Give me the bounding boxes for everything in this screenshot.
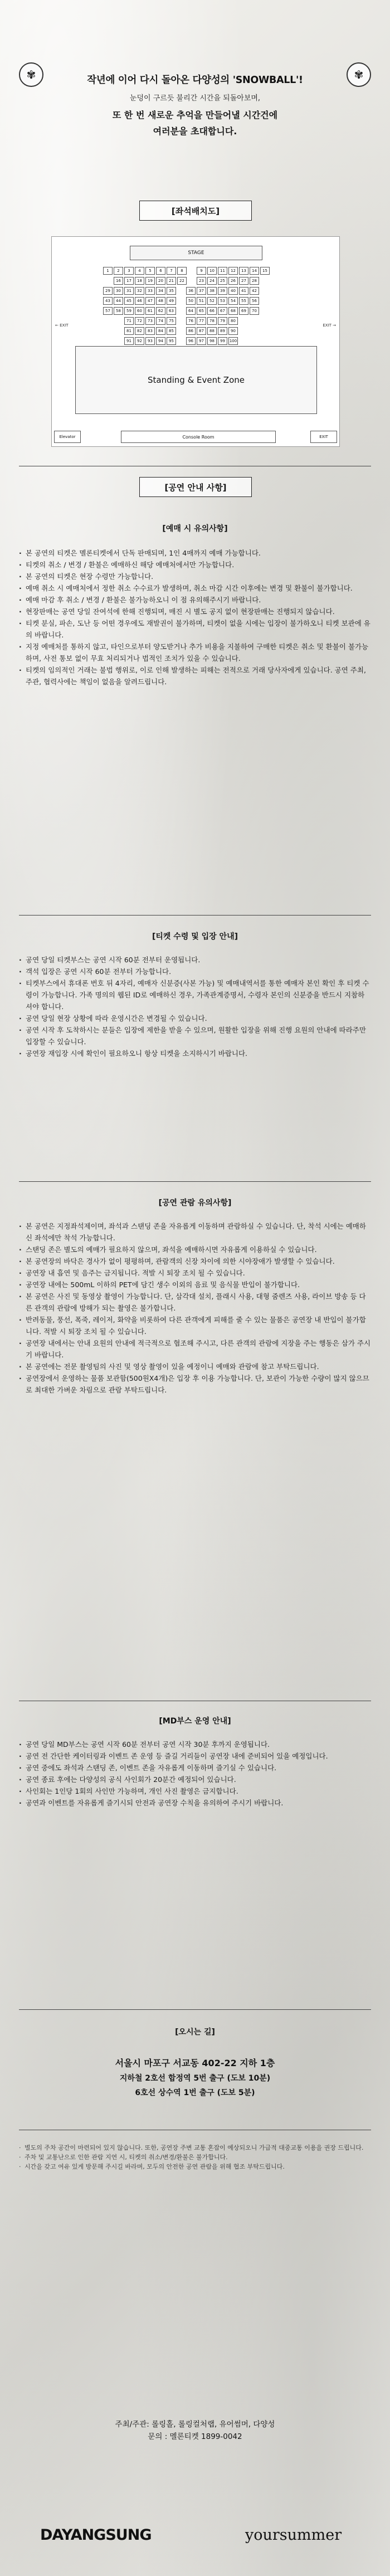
seat-gap — [114, 317, 123, 325]
seat: 72 — [135, 317, 144, 325]
seat: 39 — [218, 287, 227, 295]
intro-line-4: 여러분을 초대합니다. — [153, 126, 237, 137]
seat: 58 — [114, 307, 123, 315]
seat: 29 — [103, 287, 113, 295]
aisle — [177, 317, 186, 326]
md-list — [19, 1739, 371, 1809]
seat: 8 — [177, 267, 187, 275]
seat: 77 — [197, 317, 206, 325]
list-item: · 티켓의 취소 / 변경 / 환불은 예매하신 해당 예매처에서만 가능합니다. — [19, 559, 371, 571]
list-item: · 공연장 내 흡연 및 음주는 금지됩니다. 적발 시 퇴장 조치 될 수 있습니다. — [19, 1267, 371, 1279]
seat: 9 — [197, 267, 206, 275]
seat: 86 — [186, 327, 196, 335]
seat: 18 — [135, 277, 144, 285]
seat: 71 — [124, 317, 134, 325]
venue-line-3: 6호선 상수역 1번 출구 (도보 5분) — [135, 2088, 255, 2097]
list-item: · 공연장 재입장 시에 확인이 필요하오니 항상 티켓을 소지하시기 바랍니다. — [19, 1048, 371, 1059]
guide-title: [공연 안내 사항] — [139, 477, 252, 497]
list-item: · 티켓의 임의적인 거래는 불법 행위로, 이로 인해 발생하는 피해는 전적으로 거래 당사자에게 있습니다. 공연 주최, 주관, 협력사에는 책임이 없음을 알려드립니다. — [19, 664, 371, 688]
seat: 67 — [218, 307, 227, 315]
seat: 46 — [135, 297, 144, 305]
seat: 23 — [197, 277, 206, 285]
crest-emblem-icon: ✾ — [19, 62, 43, 87]
seat: 38 — [207, 287, 217, 295]
seat-row — [103, 267, 271, 276]
seat: 99 — [218, 337, 227, 345]
intro-line-3: 또 한 번 새로운 추억을 만들어낼 시간건에 — [112, 110, 278, 120]
seat: 49 — [167, 297, 176, 305]
seat-row — [103, 297, 271, 306]
seat-gap — [103, 317, 113, 325]
seat: 92 — [135, 337, 144, 345]
seat: 70 — [250, 307, 259, 315]
seat: 1 — [103, 267, 113, 275]
seat: 21 — [167, 277, 176, 285]
aisle — [177, 337, 186, 346]
seat-row — [103, 337, 271, 346]
seat: 12 — [228, 267, 238, 275]
seat: 33 — [145, 287, 155, 295]
venue-line-2: 지하철 2호선 합정역 5번 출구 (도보 10분) — [119, 2074, 271, 2083]
list-item: · 예매 취소 시 예매처에서 정한 취소 수수료가 발생하며, 취소 마감 시간 이후에는 변경 및 환불이 불가합니다. — [19, 582, 371, 594]
list-item: · 예매 마감 후 취소 / 변경 / 환불은 불가능하오니 이 점 유의해주시기 바랍니다. — [19, 594, 371, 606]
crest-emblem-icon: ✾ — [347, 62, 371, 87]
list-item: · 본 공연의 티켓은 현장 수령만 가능합니다. — [19, 571, 371, 582]
reservation-list — [19, 547, 371, 688]
seat: 74 — [156, 317, 165, 325]
seat: 32 — [135, 287, 144, 295]
intro-line-1: 작년에 이어 다시 돌아온 다양성의 'SNOWBALL'! — [87, 75, 303, 86]
aisle — [188, 277, 197, 286]
organizer-line-2: 문의 : 멜론티켓 1899-0042 — [148, 2432, 242, 2441]
md-title: [MD부스 운영 안내] — [159, 1717, 231, 1726]
list-item: · 공연과 이벤트를 자유롭게 즐기시되 안전과 공연장 수칙을 유의하여 주시기 바랍니다. — [19, 1797, 371, 1809]
seat: 100 — [228, 337, 238, 345]
seat: 14 — [250, 267, 259, 275]
seat: 25 — [218, 277, 227, 285]
seat: 26 — [228, 277, 238, 285]
list-item: · 주차 및 교통난으로 인한 관람 지연 시, 티켓의 취소/변경/환불은 불가합니다. — [19, 2153, 371, 2162]
seat: 27 — [239, 277, 248, 285]
seat: 54 — [228, 297, 238, 305]
seat: 24 — [207, 277, 217, 285]
seat: 43 — [103, 297, 113, 305]
list-item: · 공연 전 간단한 케이터링과 이벤트 존 운영 등 즐길 거리들이 공연장 내에 준비되어 있을 예정입니다. — [19, 1750, 371, 1762]
seat: 10 — [207, 267, 217, 275]
aisle — [177, 327, 186, 336]
seat: 2 — [114, 267, 123, 275]
seat: 50 — [186, 297, 196, 305]
list-item: · 공연 중에도 좌석과 스탠딩 존, 이벤트 존을 자유롭게 이동하며 즐기실 수 있습니다. — [19, 1762, 371, 1774]
seat: 80 — [228, 317, 238, 325]
seat: 53 — [218, 297, 227, 305]
viewing-title: [공연 관람 유의사항] — [158, 1199, 232, 1207]
seat: 59 — [124, 307, 134, 315]
seat: 35 — [167, 287, 176, 295]
seat: 60 — [135, 307, 144, 315]
exit-left-label: ← EXIT — [55, 323, 69, 328]
list-item: · 지정 예매처를 통하지 않고, 타인으로부터 양도받거나 추가 비용을 지불하여 구매한 티켓은 취소 및 환불이 불가능하며, 사전 통보 없이 무효 처리되거나 법적인 조치가 있을 수 있습니다. — [19, 641, 371, 664]
seat: 61 — [145, 307, 155, 315]
list-item: · 본 공연에는 전문 촬영팀의 사진 및 영상 촬영이 있을 예정이니 예매와 관람에 참고 부탁드립니다. — [19, 1361, 371, 1372]
seat: 45 — [124, 297, 134, 305]
seat: 79 — [218, 317, 227, 325]
intro-text — [45, 72, 345, 137]
seat: 96 — [186, 337, 196, 345]
console-room-box: Console Room — [121, 431, 276, 443]
divider — [19, 2009, 371, 2010]
list-item: · 공연 당일 티켓부스는 공연 시작 60분 전부터 운영됩니다. — [19, 954, 371, 966]
seat: 15 — [260, 267, 270, 275]
list-item: · 공연 당일 현장 상황에 따라 운영시간은 변경될 수 있습니다. — [19, 1012, 371, 1024]
seat: 37 — [197, 287, 206, 295]
list-item: · 스탠딩 존은 별도의 예매가 필요하지 않으며, 좌석을 예매하시면 자유롭게 이용하실 수 있습니다. — [19, 1244, 371, 1255]
seat: 98 — [207, 337, 217, 345]
list-item: · 공연 종료 후에는 다양성의 공식 사인회가 20분간 예정되어 있습니다. — [19, 1774, 371, 1785]
seat: 84 — [156, 327, 165, 335]
seat: 52 — [207, 297, 217, 305]
seat: 20 — [156, 277, 165, 285]
seat: 87 — [197, 327, 206, 335]
seat: 90 — [228, 327, 238, 335]
seat: 6 — [156, 267, 165, 275]
seat-gap — [114, 327, 123, 335]
venue-info — [0, 2056, 390, 2101]
seat: 88 — [207, 327, 217, 335]
list-item: · 본 공연은 사진 및 동영상 촬영이 가능합니다. 단, 삼각대 설치, 플래시 사용, 대형 줌렌즈 사용, 라이브 방송 등 다른 관객의 관람에 방해가 되는 촬영은 불가합니다. — [19, 1291, 371, 1314]
seat: 28 — [250, 277, 259, 285]
list-item: · 본 공연은 지정좌석제이며, 좌석과 스탠딩 존을 자유롭게 이동하며 관람하실 수 있습니다. 단, 착석 시에는 예매하신 좌석에만 착석 가능합니다. — [19, 1220, 371, 1244]
exit-box: EXIT — [310, 431, 337, 443]
seat: 85 — [167, 327, 176, 335]
divider — [19, 915, 371, 916]
seat: 44 — [114, 297, 123, 305]
list-item: · 본 공연의 티켓은 멜론티켓에서 단독 판매되며, 1인 4매까지 예매 가능합니다. — [19, 547, 371, 559]
seat: 76 — [186, 317, 196, 325]
elevator-box: Elevator — [54, 431, 81, 443]
seat: 40 — [228, 287, 238, 295]
seat: 62 — [156, 307, 165, 315]
seat: 19 — [145, 277, 155, 285]
seat: 89 — [218, 327, 227, 335]
seat: 63 — [167, 307, 176, 315]
seat: 91 — [124, 337, 134, 345]
seat: 11 — [218, 267, 227, 275]
seat: 65 — [197, 307, 206, 315]
seat: 30 — [114, 287, 123, 295]
list-item: · 사인회는 1인당 1회의 사인만 가능하며, 개인 사진 촬영은 금지합니다. — [19, 1785, 371, 1797]
notes-list — [19, 2143, 371, 2171]
list-item: · 공연장에서 운영하는 물품 보관함(500원X4개)은 입장 후 이용 가능합니다. 단, 보관이 가능한 수량이 많지 않으므로 최대한 가벼운 차림으로 관람 부탁드립니다. — [19, 1372, 371, 1396]
list-item: · 공연 당일 MD부스는 공연 시작 60분 전부터 공연 시작 30분 후까지 운영됩니다. — [19, 1739, 371, 1750]
list-item: · 본 공연장의 바닥은 경사가 없이 평평하며, 관람객의 신장 차이에 의한 시야장애가 발생할 수 있습니다. — [19, 1255, 371, 1267]
seat: 42 — [250, 287, 259, 295]
viewing-list — [19, 1220, 371, 1396]
logo-row — [0, 2523, 390, 2551]
seat-grid — [103, 267, 271, 347]
seat: 94 — [156, 337, 165, 345]
seat: 31 — [124, 287, 134, 295]
seat: 81 — [124, 327, 134, 335]
standing-zone: Standing & Event Zone — [75, 346, 317, 414]
divider — [19, 1181, 371, 1182]
seat-row — [103, 327, 271, 336]
seat: 34 — [156, 287, 165, 295]
seat-gap — [103, 337, 113, 345]
list-item: · 반려동물, 풍선, 폭죽, 레이저, 화약을 비롯하여 다른 관객에게 피해를 줄 수 있는 물품은 공연장 내 반입이 불가합니다. 적발 시 퇴장 조치 될 수 있습니다. — [19, 1314, 371, 1337]
seat: 16 — [114, 277, 123, 285]
seat: 66 — [207, 307, 217, 315]
seat-row — [103, 317, 271, 326]
seat: 3 — [124, 267, 134, 275]
seat: 4 — [135, 267, 144, 275]
seat: 97 — [197, 337, 206, 345]
aisle — [177, 297, 186, 306]
reservation-title: [예매 시 유의사항] — [162, 524, 228, 533]
aisle — [188, 267, 197, 276]
seat-row — [103, 307, 271, 316]
seat: 69 — [239, 307, 248, 315]
seat: 55 — [239, 297, 248, 305]
seat: 51 — [197, 297, 206, 305]
seat: 56 — [250, 297, 259, 305]
aisle — [177, 287, 186, 296]
venue-address: 서울시 마포구 서교동 402-22 지하 1층 — [115, 2058, 275, 2068]
list-item: · 공연장 내에서는 안내 요원의 안내에 적극적으로 협조해 주시고, 다른 관객의 관람에 지장을 주는 행동은 삼가 주시기 바랍니다. — [19, 1337, 371, 1361]
list-item: · 객석 입장은 공연 시작 60분 전부터 가능합니다. — [19, 966, 371, 977]
seat: 64 — [186, 307, 196, 315]
dayangsung-logo: DAYANGSUNG — [40, 2526, 152, 2544]
list-item: · 티켓부스에서 휴대폰 번호 뒤 4자리, 예매자 신분증(사본 가능) 및 예매내역서를 통한 예매자 본인 확인 후 티켓 수령이 가능합니다. 가족 명의의 웹된 ID로 예매하신 경우, 가족관계증명서, 수령자 본인의 신분증을 반드시 지참하셔야 합니다. — [19, 977, 371, 1012]
seat-gap — [103, 277, 113, 285]
stage-label: STAGE — [130, 246, 262, 260]
seat: 93 — [145, 337, 155, 345]
seat-gap — [114, 337, 123, 345]
list-item: · 공연장 내에는 500mL 이하의 PET에 담긴 생수 이외의 음료 및 음식물 반입이 불가합니다. — [19, 1279, 371, 1291]
seat-row — [103, 277, 271, 286]
seat: 75 — [167, 317, 176, 325]
list-item: · 현장판매는 공연 당일 잔여석에 한해 진행되며, 매진 시 별도 공지 없이 현장판매는 진행되지 않습니다. — [19, 606, 371, 617]
seat: 41 — [239, 287, 248, 295]
seat: 47 — [145, 297, 155, 305]
list-item: · 시간을 갖고 여유 있게 방문해 주시길 바라며, 모두의 안전한 공연 관람을 위해 협조 부탁드립니다. — [19, 2162, 371, 2171]
seat: 82 — [135, 327, 144, 335]
seating-title: [좌석배치도] — [139, 201, 252, 221]
list-item: · 티켓 분실, 파손, 도난 등 어떤 경우에도 재발권이 불가하며, 티켓이 없을 시에는 입장이 불가하오니 티켓 보관에 유의 바랍니다. — [19, 617, 371, 641]
list-item: · 별도의 주차 공간이 마련되어 있지 않습니다. 또한, 공연장 주변 교통 혼잡이 예상되오니 가급적 대중교통 이용을 권장 드립니다. — [19, 2143, 371, 2153]
seat: 7 — [167, 267, 176, 275]
seat: 57 — [103, 307, 113, 315]
aisle — [177, 307, 186, 316]
organizer-info — [0, 2418, 390, 2443]
seat: 17 — [124, 277, 134, 285]
seat-map — [51, 236, 340, 447]
seat: 22 — [177, 277, 187, 285]
seat-row — [103, 287, 271, 296]
seat: 83 — [145, 327, 155, 335]
seat: 48 — [156, 297, 165, 305]
seat: 5 — [145, 267, 155, 275]
seat: 36 — [186, 287, 196, 295]
organizer-line-1: 주최/주관: 롤링홀, 롤링컬처랩, 유어썸머, 다양성 — [115, 2420, 275, 2429]
ticket-list — [19, 954, 371, 1059]
yoursummer-logo: yoursummer — [245, 2526, 342, 2544]
exit-right-label: EXIT → — [323, 323, 336, 328]
seat: 68 — [228, 307, 238, 315]
list-item: · 공연 시작 후 도착하시는 분들은 입장에 제한을 받을 수 있으며, 원활한 입장을 위해 진행 요원의 안내에 따라주만 입장할 수 있습니다. — [19, 1024, 371, 1048]
venue-title: [오시는 길] — [175, 2028, 215, 2037]
intro-line-2: 눈덩이 구르듯 불리간 시간을 되돌아보며, — [129, 94, 261, 103]
seat: 73 — [145, 317, 155, 325]
seat: 78 — [207, 317, 217, 325]
seat-gap — [103, 327, 113, 335]
seatmap-bottom-row — [54, 431, 337, 443]
ticket-title: [티켓 수령 및 입장 안내] — [152, 932, 238, 941]
seat: 13 — [239, 267, 248, 275]
seat: 95 — [167, 337, 176, 345]
